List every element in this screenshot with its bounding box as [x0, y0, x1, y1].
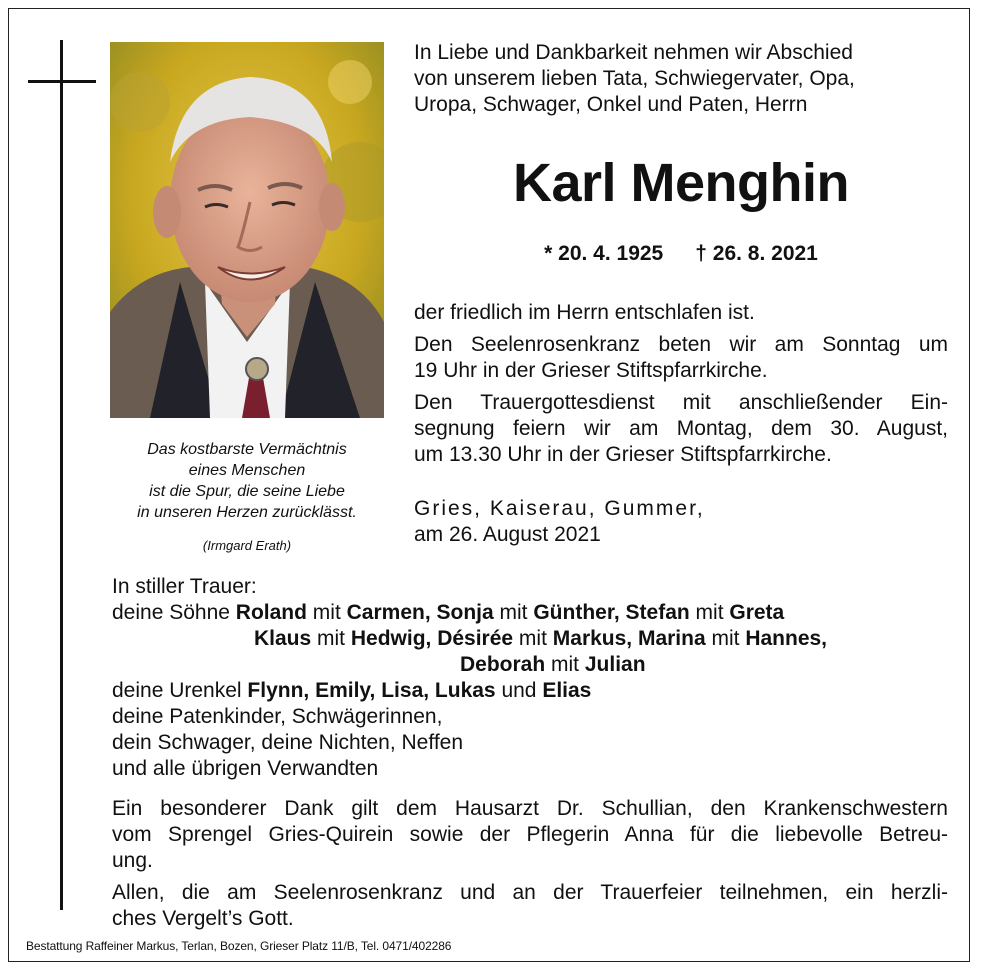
- thanks-paragraph: [112, 796, 948, 874]
- name-bold: Elias: [542, 679, 592, 702]
- body-paragraph: [414, 390, 948, 468]
- body-line: der friedlich im Herrn entschlafen ist.: [414, 301, 755, 324]
- thanks-line: vom Sprengel Gries-Quirein sowie der Pflegerin Anna für die liebevolle Betreu-: [112, 823, 948, 846]
- death-date: † 26. 8. 2021: [695, 242, 818, 265]
- thanks-line: ches Vergelt’s Gott.: [112, 907, 294, 930]
- thanks-section: [112, 796, 948, 938]
- name-bold: Markus, Marina: [552, 627, 706, 650]
- body-line: 19 Uhr in der Grieser Stiftspfarrkirche.: [414, 359, 768, 382]
- body-paragraph: [414, 300, 948, 326]
- text-segment: mit: [311, 627, 351, 650]
- text-segment: mit: [545, 653, 585, 676]
- name-bold: Hannes,: [745, 627, 828, 650]
- quote-line: Das kostbarste Vermächtnis: [147, 441, 347, 458]
- body-line: Den Trauergottesdienst mit anschließender Ein-: [414, 391, 948, 414]
- mourners-row-children: [112, 626, 948, 652]
- mourners-row-children-cont: [112, 652, 948, 678]
- notice-date: am 26. August 2021: [414, 523, 601, 546]
- intro-line: Uropa, Schwager, Onkel und Paten, Herrn: [414, 93, 808, 116]
- intro-text: [414, 40, 948, 118]
- place-names: Gries, Kaiserau, Gummer,: [414, 497, 705, 520]
- quote-line: in unseren Herzen zurücklässt.: [137, 504, 357, 521]
- mourners-heading: In stiller Trauer:: [112, 575, 257, 598]
- thanks-paragraph: [112, 880, 948, 932]
- birth-date: * 20. 4. 1925: [544, 242, 664, 265]
- name-bold: Carmen, Sonja: [346, 601, 494, 624]
- text-segment: mit: [513, 627, 553, 650]
- text-segment: mit: [493, 601, 534, 624]
- text-segment: mit: [306, 601, 347, 624]
- life-dates: [414, 240, 948, 268]
- quote-author: (Irmgard Erath): [202, 538, 292, 553]
- text-segment: mit: [705, 627, 746, 650]
- text-segment: und: [495, 679, 543, 702]
- body-paragraph: [414, 332, 948, 384]
- portrait-photo: [110, 42, 384, 418]
- mourners-row-great-grandchildren: [112, 678, 948, 704]
- cross-vertical-bar: [60, 40, 63, 910]
- name-bold: Hedwig, Désirée: [350, 627, 514, 650]
- funeral-home-footer: Bestattung Raffeiner Markus, Terlan, Bozen, Grieser Platz 11/B, Tel. 0471/402286: [26, 939, 452, 953]
- text-segment: deine Urenkel: [112, 679, 248, 702]
- name-bold: Roland: [235, 601, 307, 624]
- mourners-row-relatives: dein Schwager, deine Nichten, Neffen: [112, 731, 464, 754]
- thanks-line: Allen, die am Seelenrosenkranz und an der Trauerfeier teilnehmen, ein herzli-: [112, 881, 948, 904]
- body-line: um 13.30 Uhr in der Grieser Stiftspfarrkirche.: [414, 443, 832, 466]
- mourners-list: [112, 574, 948, 782]
- mourners-row-others: und alle übrigen Verwandten: [112, 757, 379, 780]
- intro-line: von unserem lieben Tata, Schwiegervater, Opa,: [414, 67, 855, 90]
- quote-line: ist die Spur, die seine Liebe: [149, 483, 345, 500]
- name-bold: Julian: [584, 653, 646, 676]
- intro-line: In Liebe und Dankbarkeit nehmen wir Abschied: [414, 41, 853, 64]
- text-segment: mit: [689, 601, 730, 624]
- body-line: segnung feiern wir am Montag, dem 30. August,: [414, 417, 948, 440]
- name-bold: Deborah: [460, 653, 546, 676]
- cross-horizontal-bar: [28, 80, 96, 83]
- name-bold: Klaus: [254, 627, 312, 650]
- place-and-date: [414, 496, 948, 548]
- name-bold: Flynn, Emily, Lisa, Lukas: [247, 679, 496, 702]
- mourners-row-godchildren: deine Patenkinder, Schwägerinnen,: [112, 705, 443, 728]
- name-bold: Günther, Stefan: [533, 601, 690, 624]
- announcement-body: [414, 300, 948, 474]
- text-segment: deine Söhne: [112, 601, 236, 624]
- quote-line: eines Menschen: [188, 462, 306, 479]
- deceased-name: Karl Menghin: [512, 153, 849, 213]
- thanks-line: ung.: [112, 849, 153, 872]
- body-line: Den Seelenrosenkranz beten wir am Sonntag um: [414, 333, 948, 356]
- mourners-row-sons: [112, 600, 948, 626]
- name-bold: Greta: [729, 601, 785, 624]
- memorial-quote: [106, 439, 388, 556]
- thanks-line: Ein besonderer Dank gilt dem Hausarzt Dr. Schullian, den Krankenschwestern: [112, 797, 948, 820]
